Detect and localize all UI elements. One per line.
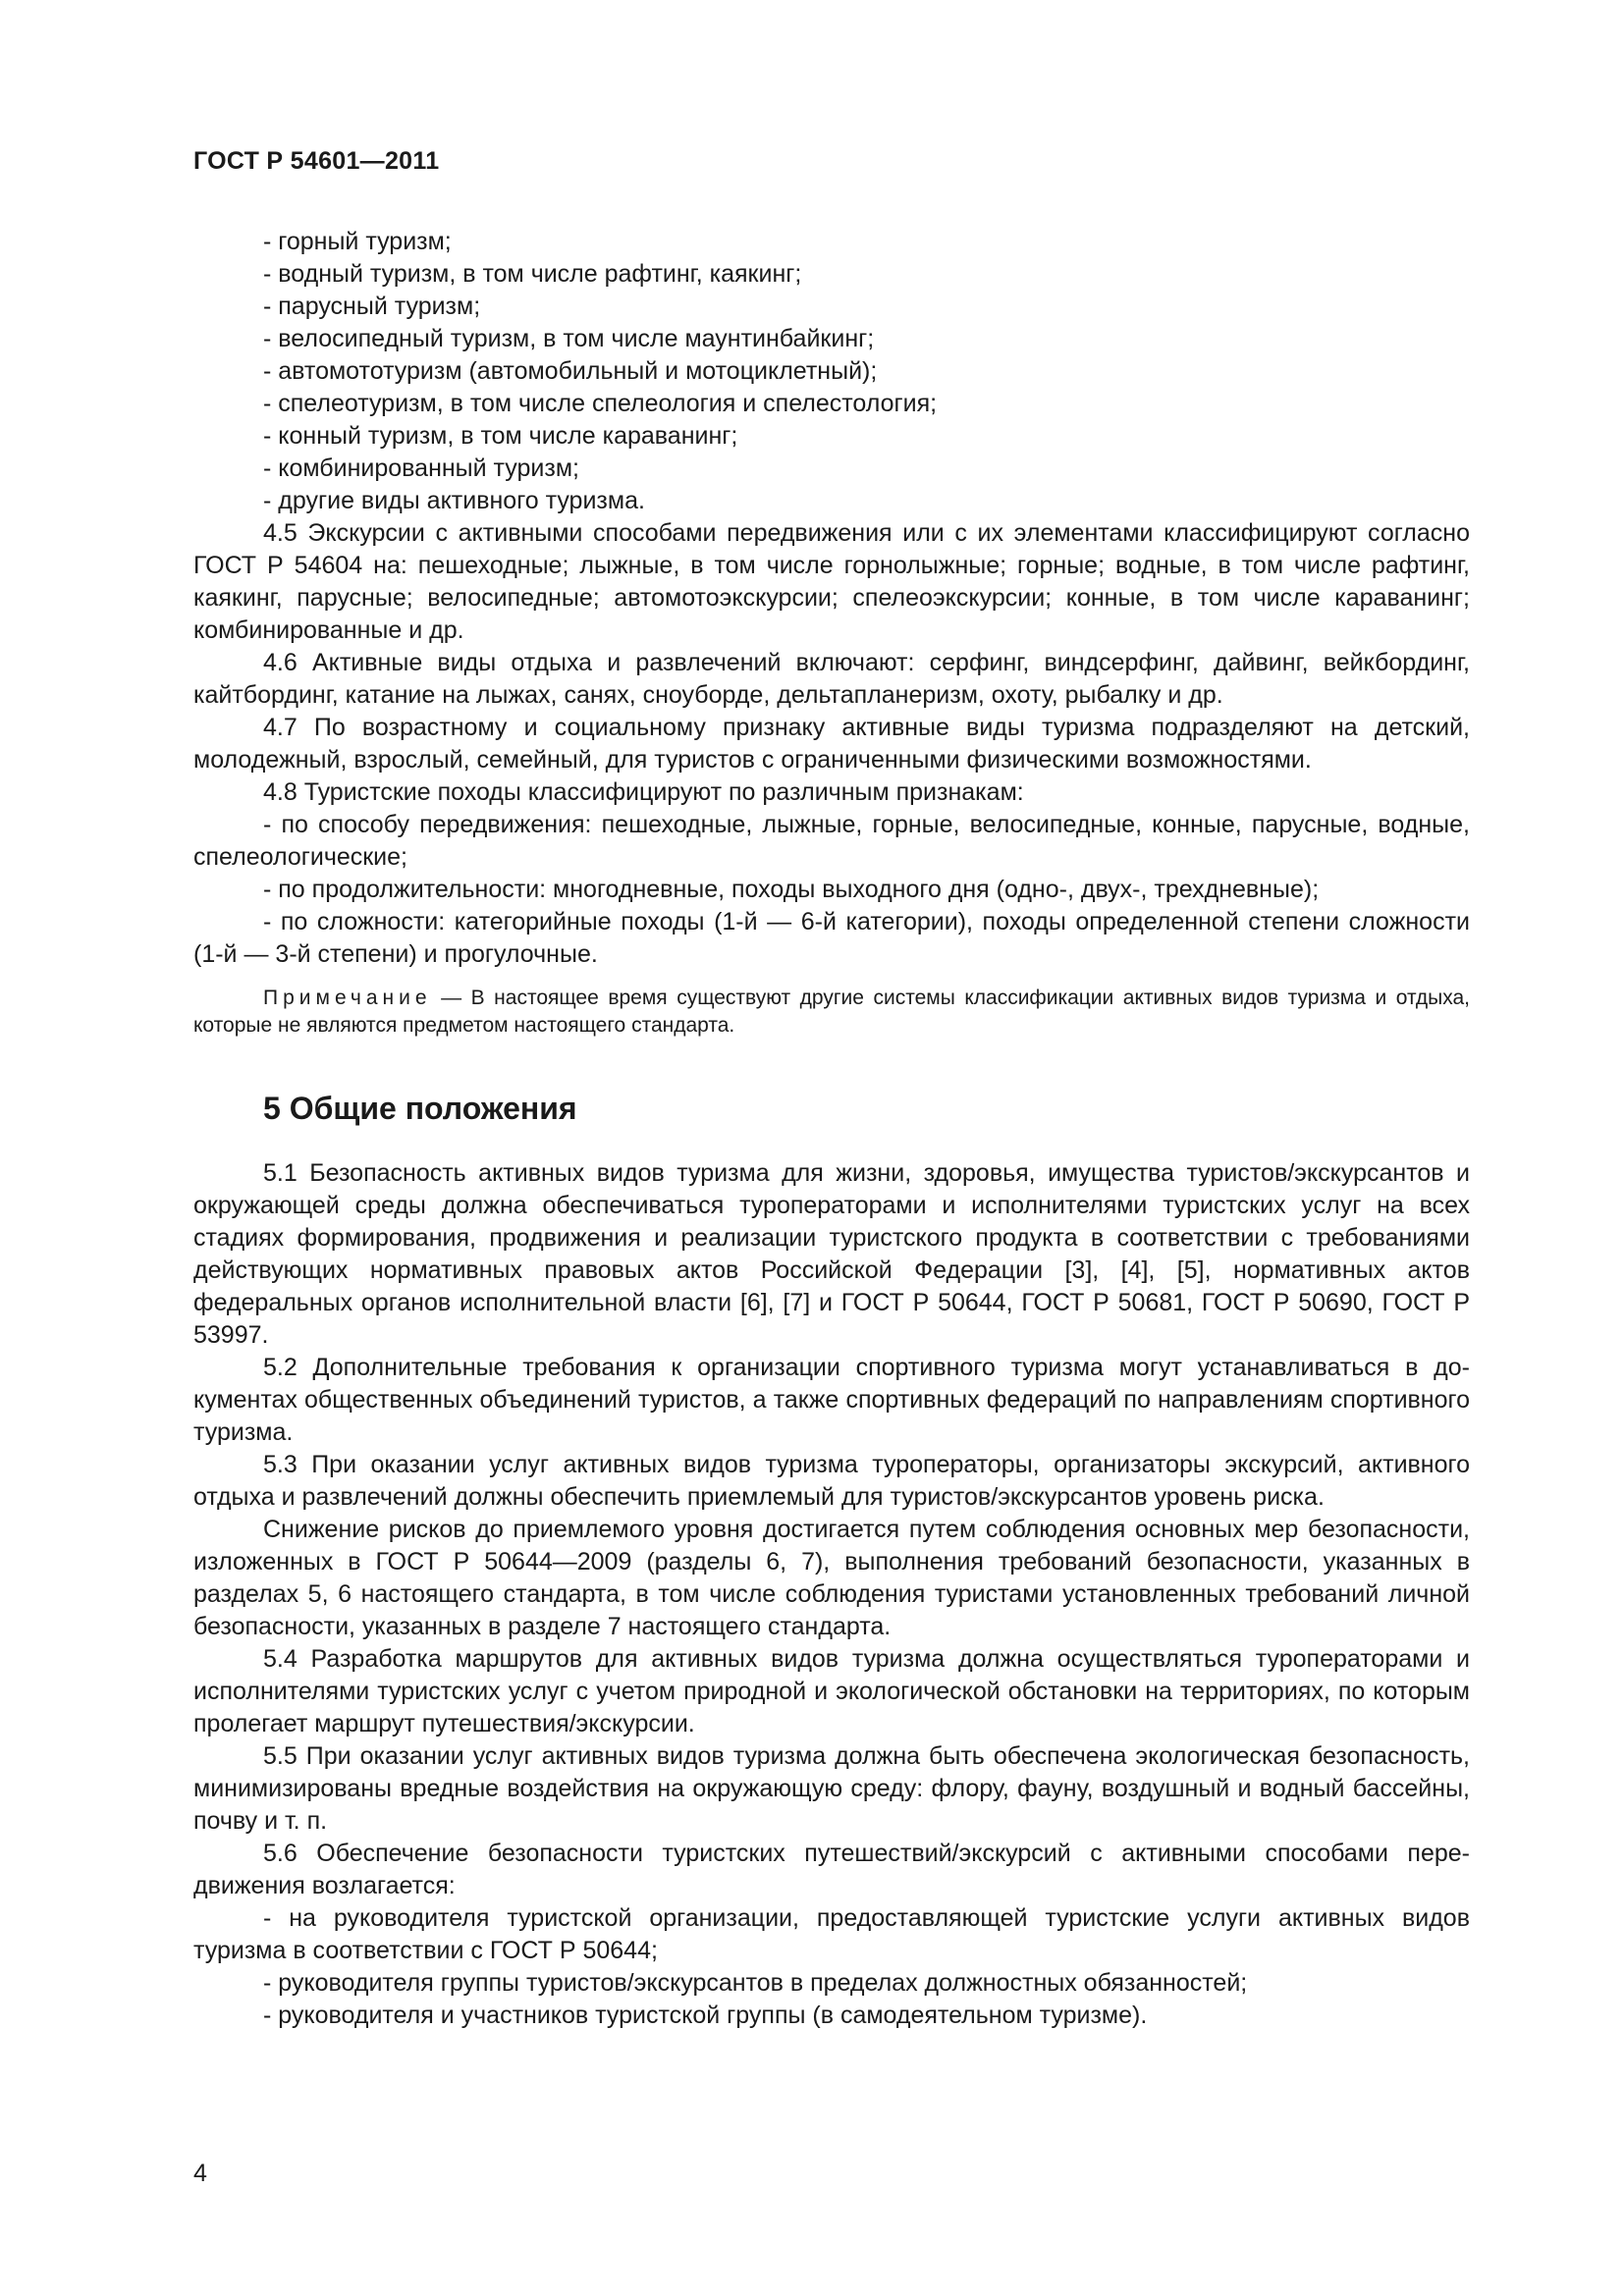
tourism-types-list <box>193 226 1470 517</box>
paragraph-5-6: 5.6 Обеспечение безопасности туристских путешествий/экскурсий с активными способами передвижения возлагается: <box>193 1840 1470 1899</box>
list-item: - горный туризм; <box>263 228 452 255</box>
list-item: - конный туризм, в том числе караванинг; <box>263 422 738 450</box>
paragraph-4-8: 4.8 Туристские походы классифицируют по различным признакам: <box>263 778 1024 806</box>
section-title: 5 Общие положения <box>263 1091 577 1126</box>
paragraph-5-3: 5.3 При оказании услуг активных видов туризма туроператоры, организаторы экскурсий, активного отдыха и развлечений должны обеспечить приемлемый для туристов/экскурсантов уровень риска. <box>193 1451 1470 1511</box>
list-item: - водный туризм, в том числе рафтинг, каякинг; <box>263 260 802 288</box>
note-label: Примечание <box>263 987 432 1009</box>
list-item: - велосипедный туризм, в том числе маунтинбайкинг; <box>263 325 875 352</box>
note <box>193 985 1470 1040</box>
list-item: - спелеотуризм, в том числе спелеология и спелестология; <box>263 390 938 417</box>
paragraph-4-5: 4.5 Экскурсии с активными способами передвижения или с их элементами классифицируют согласно ГОСТ Р 54604 на: пешеходные; лыжные, в том числе горнолыжные; горные; водные, в том числе рафтинг, каякинг, парусные; велосипедные; автомотоэкскурсии; спелеоэкскурсии; конные, в том числе караванинг; комбинированные и др. <box>193 519 1470 644</box>
paragraph-4-8-transport: - по способу передвижения: пешеходные, лыжные, горные, велосипедные, конные, парусные, водные, спелеологические; <box>193 811 1470 871</box>
paragraph-5-6-participants: - руководителя и участников туристской группы (в самодеятельном туризме). <box>263 2002 1148 2029</box>
paragraph-4-6: 4.6 Активные виды отдыха и развлечений включают: серфинг, виндсерфинг, дайвинг, вейкбординг, кайтбординг, катание на лыжах, санях, сноуборде, дельтапланеризм, охоту, рыбалку и др. <box>193 649 1470 709</box>
list-item: - комбинированный туризм; <box>263 454 579 482</box>
paragraph-5-6-group-leader: - руководителя группы туристов/экскурсантов в пределах должностных обязанностей; <box>263 1969 1248 1997</box>
paragraph-4-8-duration: - по продолжительности: многодневные, походы выходного дня (одно-, двух-, трехдневные); <box>263 876 1320 903</box>
paragraph-4-8-difficulty: - по сложности: категорийные походы (1-й — 6-й категории), походы определенной степени сложности (1-й — 3-й степени) и прогулочные. <box>193 908 1470 968</box>
paragraph-5-5: 5.5 При оказании услуг активных видов туризма должна быть обеспечена экологическая безопасность, минимизированы вредные воздействия на окружающую среду: флору, фауну, воздушный и водный бассейны, почву и т. п. <box>193 1742 1470 1835</box>
paragraph-5-4: 5.4 Разработка маршрутов для активных видов туризма должна осуществляться туроператорами и исполнителями туристских услуг с учетом природной и экологической обстановки на территориях, по которым пролегает маршрут путешествия/экскурсии. <box>193 1645 1470 1737</box>
note-text: — В настоящее время существуют другие системы классификации активных видов туризма и отдыха, которые не являются предметом настоящего стандарта. <box>193 987 1470 1037</box>
page-content <box>193 226 1470 2032</box>
paragraph-5-3-risk: Снижение рисков до приемлемого уровня достигается путем соблюдения основных мер безопасности, изложенных в ГОСТ Р 50644—2009 (разделы 6, 7), выполнения требований безопасности, указанных в разделах 5, 6 настоящего стандарта, в том числе соблюдения туристами установленных требований личной безопасности, указанных в разделе 7 настоящего стандарта. <box>193 1516 1470 1640</box>
list-item: - автомототуризм (автомобильный и мотоциклетный); <box>263 357 878 385</box>
list-item: - парусный туризм; <box>263 293 481 320</box>
paragraph-5-1: 5.1 Безопасность активных видов туризма для жизни, здоровья, имущества туристов/экскурсантов и окружающей среды должна обеспечиваться туроператорами и исполнителями туристских услуг на всех стадиях формирования, продвижения и реализации туристского продукта в соответствии с требованиями действующих нормативных правовых актов Российской Федерации [3], [4], [5], нормативных актов федеральных органов исполнительной власти [6], [7] и ГОСТ Р 50644, ГОСТ Р 50681, ГОСТ Р 50690, ГОСТ Р 53997. <box>193 1159 1470 1349</box>
list-item: - другие виды активного туризма. <box>263 487 645 514</box>
paragraph-4-7: 4.7 По возрастному и социальному признаку активные виды туризма подразделяют на детский, молодежный, взрослый, семейный, для туристов с ограниченными физическими возможностями. <box>193 714 1470 774</box>
document-header: ГОСТ Р 54601—2011 <box>193 147 440 175</box>
paragraph-5-2: 5.2 Дополнительные требования к организации спортивного туризма могут устанавливаться в документах общественных объединений туристов, а также спортивных федераций по направлениям спортивного туризма. <box>193 1354 1470 1446</box>
paragraph-5-6-org-head: - на руководителя туристской организации, предоставляющей туристские услуги активных видов туризма в соответствии с ГОСТ Р 50644; <box>193 1904 1470 1964</box>
page-number: 4 <box>193 2160 207 2187</box>
